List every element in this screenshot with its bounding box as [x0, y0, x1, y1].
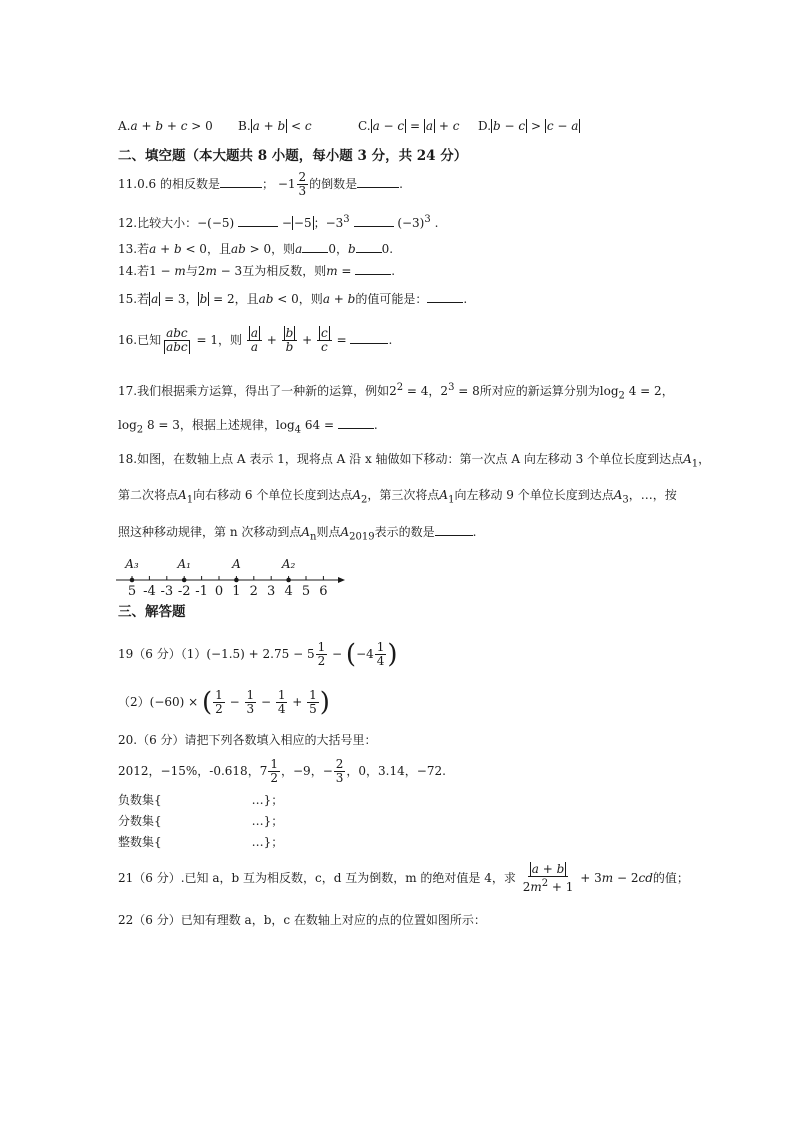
question-20-numbers: 2012，−15%，-0.618，7 $\frac{1}{2}$ ，−9，− $\frac{2}{3}$ ，0，3.14，−72.: [118, 757, 446, 785]
axis-tick-label: 5: [127, 584, 137, 599]
axis-point: [182, 578, 187, 583]
axis-arrow: [338, 577, 345, 583]
axis-point: [234, 578, 239, 583]
option-b: B. a + b < c: [238, 119, 312, 133]
axis-tick-label: -4: [143, 584, 156, 599]
section-2-title: 二、填空题（本大题共 8 小题，每小题 3 分，共 24 分）: [118, 148, 468, 164]
integer-set-line: 整数集{ …}；: [118, 835, 284, 849]
axis-tick-label: -1: [195, 584, 208, 599]
question-18-line-3: 照这种移动规律，第 n 次移动到点$A_n$则点$A_{2019}$表示的数是 .: [118, 525, 477, 543]
option-c: C. a − c = a + c: [358, 119, 460, 133]
axis-tick-label: 3: [267, 584, 276, 599]
question-11: 11.0.6 的相反数是 ； −1 $\frac{2}{3}$ 的倒数是 .: [118, 170, 403, 198]
axis-point: [286, 578, 291, 583]
axis-tick-label: 2: [249, 584, 258, 599]
question-14: 14.若1 − m与2m − 3互为相反数，则m = .: [118, 264, 396, 278]
question-19-part-1: 19（6 分）（1）(−1.5) + 2.75 − 5 $\frac{1}{2}$ − (−4 $\frac{1}{4}$ ): [118, 639, 398, 670]
axis-point-label: A₂: [281, 557, 296, 571]
question-18-line-2: 第二次将点$A_1$向右移动 6 个单位长度到达点$A_2$，第三次将点$A_1$向左移动 9 个单位长度到达点$A_3$，…，按: [118, 488, 677, 506]
axis-ticks: [132, 576, 323, 580]
question-12: 12.比较大小：−(−5) − −5 ；$-3^3$ $(-3)^3$ .: [118, 214, 439, 230]
question-17-line-2: $\log_2 8 = 3$，根据上述规律，$\log_4 64$ = .: [118, 418, 378, 436]
axis-tick-label: 4: [284, 584, 293, 599]
axis-points: [124, 557, 295, 582]
axis-point-label: A₃: [125, 557, 139, 571]
option-a: A.a + b + c > 0: [118, 119, 213, 133]
question-15: 15.若 a = 3， b = 2，且ab < 0，则a + b的值可能是： .: [118, 292, 468, 306]
question-13: 13.若a + b < 0，且ab > 0，则a 0，b 0.: [118, 242, 394, 256]
axis-point-label: A: [232, 557, 241, 571]
number-line-figure: [116, 554, 346, 600]
axis-tick-label: -2: [177, 584, 191, 599]
negative-set-line: 负数集{ …}；: [118, 793, 284, 807]
axis-tick-label: 1: [232, 584, 241, 599]
question-21: 21（6 分）.已知 a，b 互为相反数，c，d 互为倒数，m 的绝对值是 4，求 $\frac{a + b}{2m^2 + 1}$ + 3m − 2cd的值；: [118, 862, 689, 894]
question-19-part-2: （2）(−60) × ( $\frac{1}{2}$ − $\frac{1}{3}$ − $\frac{1}{4}$ + $\frac{1}{5}$ ): [118, 687, 330, 718]
section-3-title: 三、解答题: [118, 604, 186, 620]
axis-tick-label: 6: [319, 584, 328, 599]
axis-tick-label: -3: [160, 584, 174, 599]
axis-tick-labels: [128, 584, 328, 599]
axis-point: [130, 578, 135, 583]
option-d: D. b − c > c − a: [478, 119, 579, 133]
fraction-set-line: 分数集{ …}；: [118, 814, 284, 828]
question-18-line-1: 18.如图，在数轴上点 A 表示 1，现将点 A 沿 x 轴做如下移动：第一次点 A 向左移动 3 个单位长度到达点$A_1$，: [118, 452, 711, 470]
question-16: 16.已知 $\frac{\text{abc}}{\text{abc}}$ = 1，则 $\frac{a}{a}$ + $\frac{b}{b}$ + $\frac{c}{c}$ = .: [118, 326, 393, 354]
axis-point-label: A₁: [177, 557, 191, 571]
axis-tick-label: 0: [214, 584, 224, 599]
question-20-title: 20.（6 分）请把下列各数填入相应的大括号里：: [118, 733, 377, 747]
question-17-line-1: 17.我们根据乘方运算，得出了一种新的运算，例如$2^2 = 4$，$2^3 = 8$所对应的新运算分别为$\log_2 4 = 2$，: [118, 382, 674, 402]
question-22: 22（6 分）已知有理数 a，b，c 在数轴上对应的点的位置如图所示：: [118, 913, 486, 927]
axis-tick-label: 5: [301, 584, 311, 599]
